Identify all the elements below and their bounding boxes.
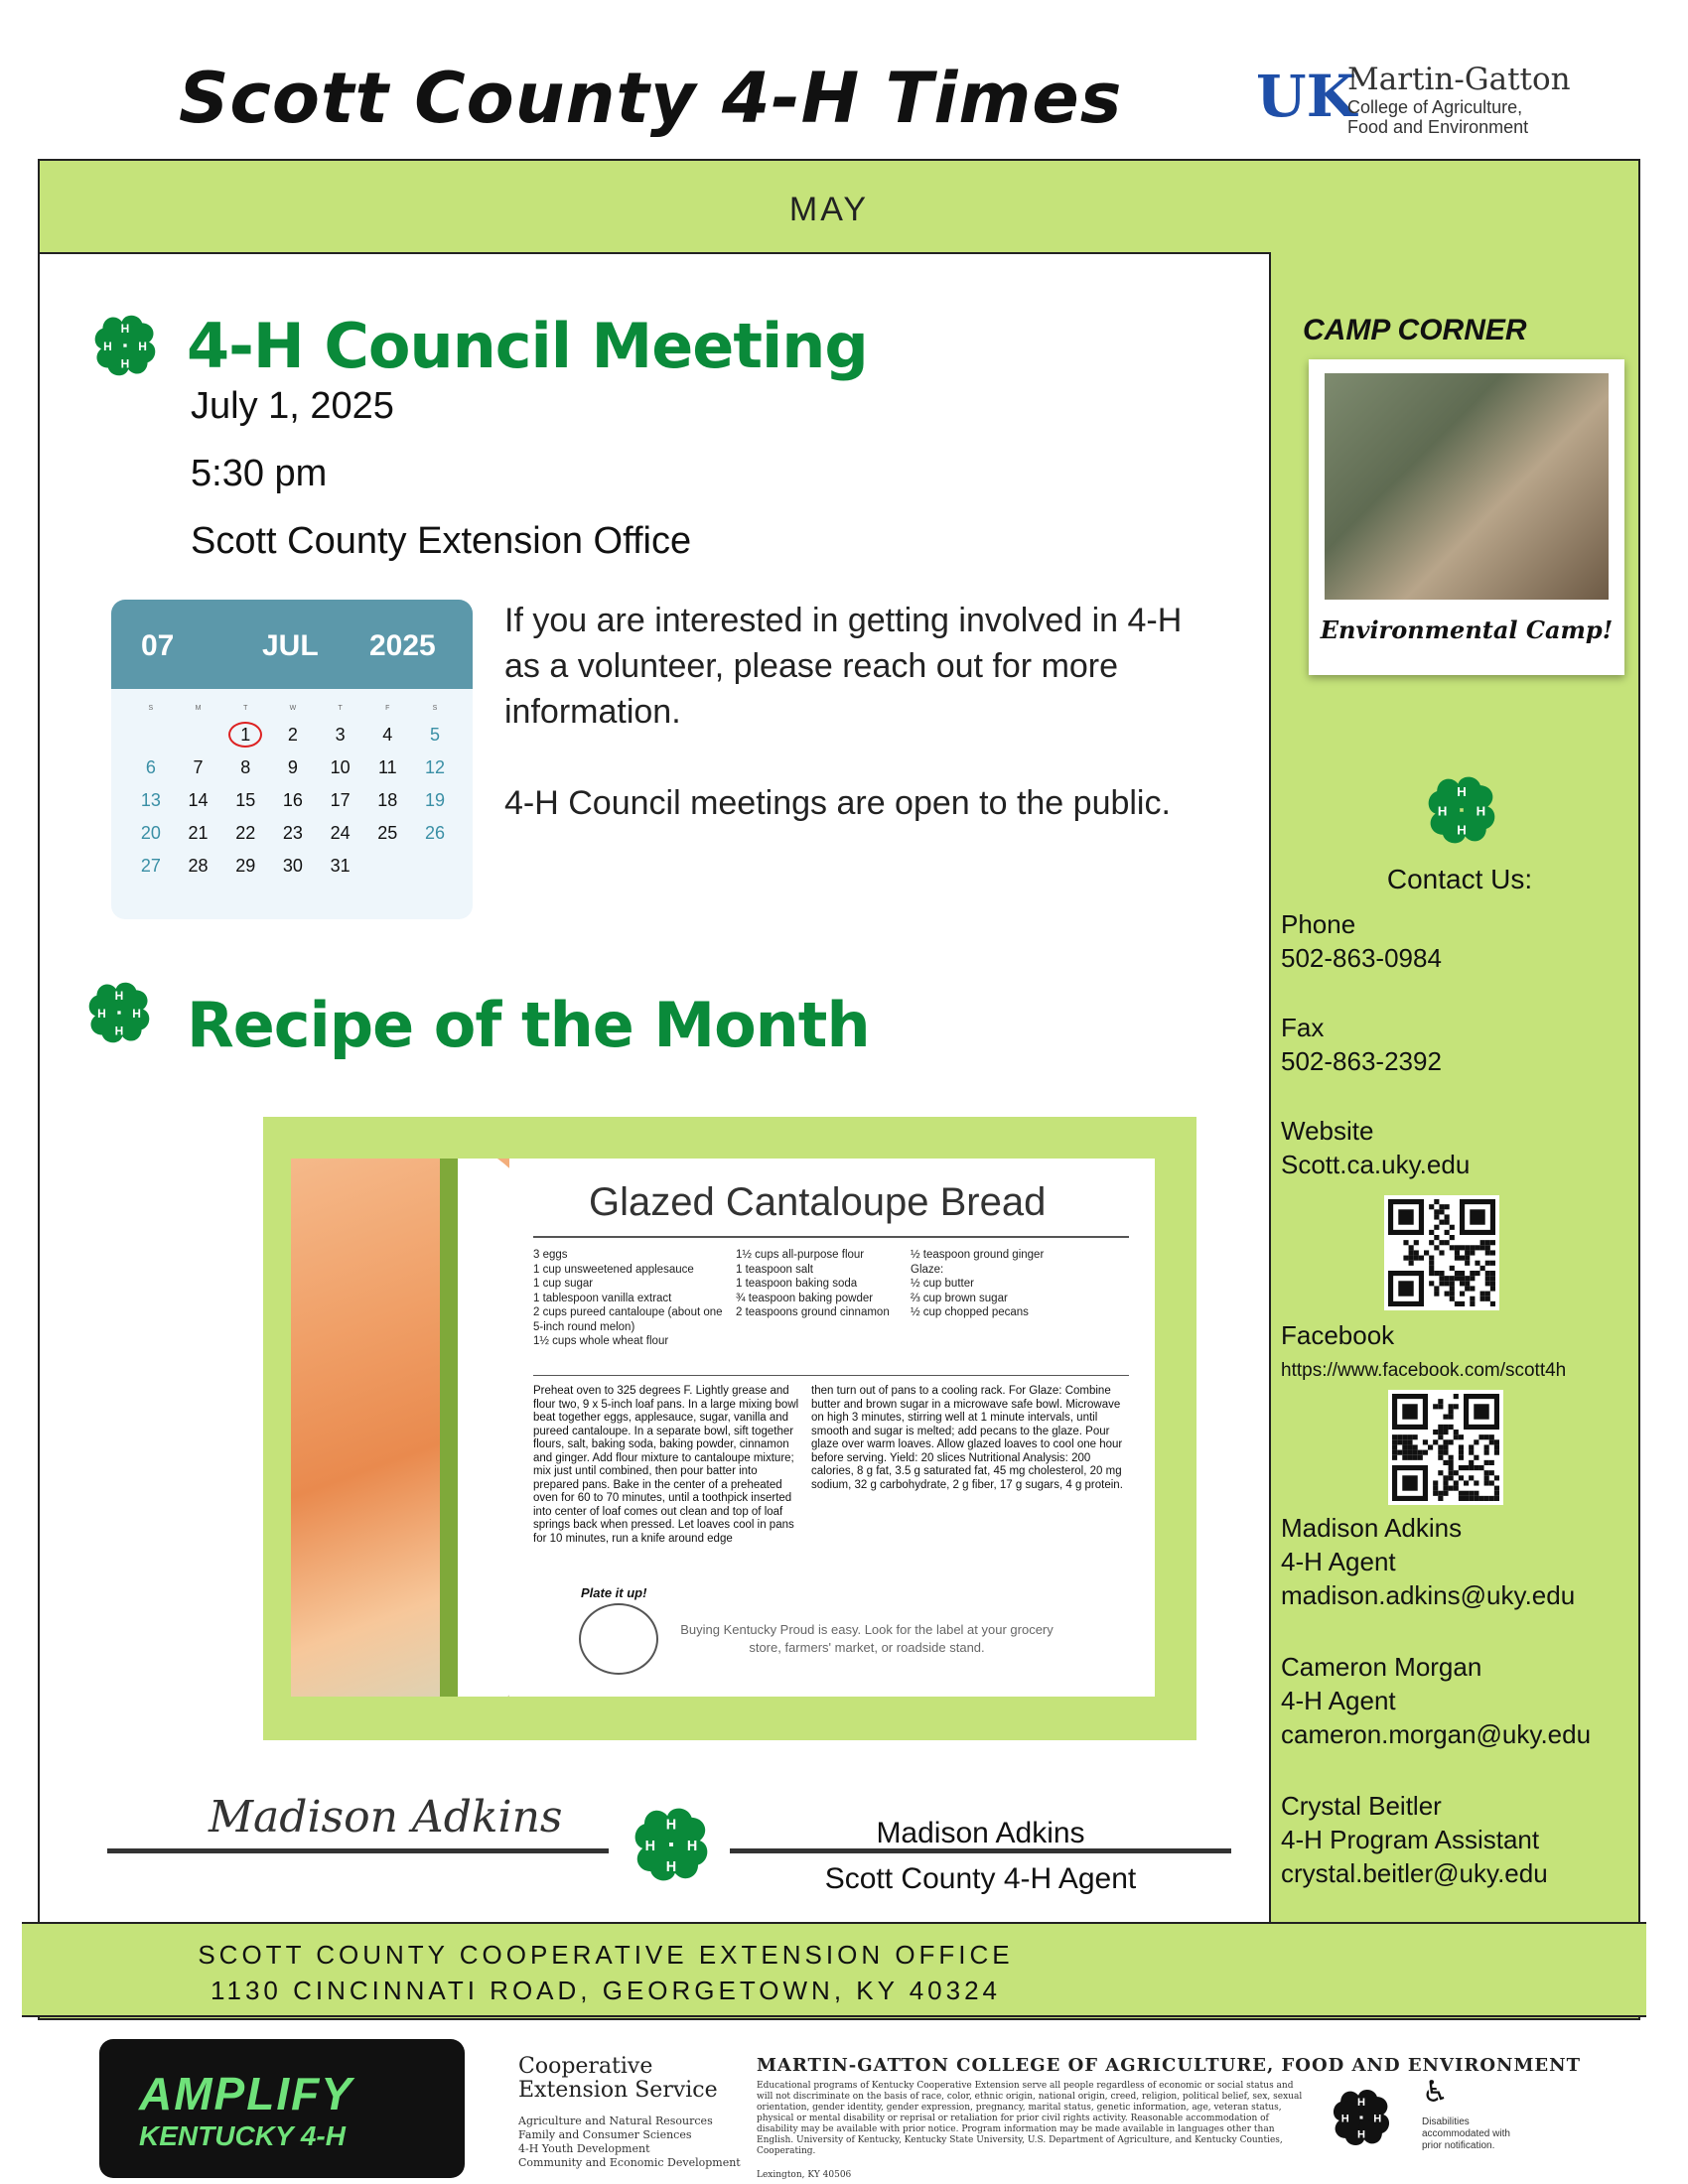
calendar-day: 28 [188, 856, 209, 876]
calendar-day: 16 [282, 790, 303, 810]
website-label: Website [1281, 1116, 1374, 1146]
svg-text:H: H [1437, 803, 1448, 819]
calendar-day: 17 [330, 790, 351, 810]
facebook-link[interactable]: https://www.facebook.com/scott4h [1281, 1360, 1567, 1381]
calendar-day: 18 [377, 790, 398, 810]
office-address: 1130 CINCINNATI ROAD, GEORGETOWN, KY 40324 [210, 1976, 1002, 2005]
list-item: ⅔ cup brown sugar [911, 1292, 1008, 1304]
office-name: SCOTT COUNTY COOPERATIVE EXTENSION OFFICE [198, 1940, 1014, 1970]
four-leaf-clover-icon [624, 1797, 719, 1892]
recipe-section-title: Recipe of the Month [187, 989, 870, 1061]
staff-role: 4-H Program Assistant [1281, 1825, 1540, 1854]
ces-title-line-1: Cooperative [518, 2054, 653, 2079]
staff-email[interactable]: madison.adkins@uky.edu [1281, 1580, 1576, 1610]
camp-corner-title: CAMP CORNER [1303, 314, 1527, 346]
list-item: 4-H Youth Development [518, 2142, 650, 2155]
staff-role: 4-H Agent [1281, 1547, 1396, 1576]
kentucky-4h-text: KENTUCKY 4-H [139, 2120, 346, 2151]
svg-text:H: H [1457, 783, 1467, 799]
list-item: Family and Consumer Sciences [518, 2128, 692, 2141]
calendar-day: 24 [330, 823, 351, 843]
ingredients-column-3 [911, 1248, 1089, 1320]
calendar-month-number: 07 [141, 629, 175, 662]
calendar-day [127, 719, 175, 751]
calendar-day: 11 [377, 757, 397, 777]
calendar-weekday: F [385, 705, 390, 712]
calendar-day: 13 [140, 790, 161, 810]
fax-number: 502-863-2392 [1281, 1046, 1442, 1076]
calendar-grid [127, 699, 459, 883]
program-area-list [518, 2115, 741, 2170]
contact-heading: Contact Us: [1386, 864, 1533, 894]
calendar-day: 2 [287, 725, 298, 745]
website-link[interactable]: Scott.ca.uky.edu [1281, 1150, 1471, 1179]
directions-column-1: Preheat oven to 325 degrees F. Lightly grease and flour two, 9 x 5-inch loaf pans. In a large mixing bowl beat together eggs, applesauce, sugar, vanilla and pureed cantaloupe. In a separate bowl, sift together flours, salt, baking soda, baking powder, cinnamon and ginger. Add flour mixture to cantaloupe mixture; mix just until combined, then pour batter into prepared pans. Bake in the center of a preheated oven for 60 to 70 minutes, until a toothpick inserted into center of loaf comes out clean and top of loaf springs back when pressed. Let loaves cool in pans for 10 minutes, run a knife around edge [533, 1385, 799, 1545]
divider [533, 1236, 1129, 1238]
calendar-day: 29 [235, 856, 256, 876]
list-item: 2 teaspoons ground cinnamon [736, 1306, 890, 1318]
svg-text:H: H [644, 1838, 656, 1854]
calendar-day: 5 [429, 725, 440, 745]
recipe-box [263, 1117, 1196, 1740]
staff-name: Crystal Beitler [1281, 1791, 1442, 1821]
calendar-day: 25 [377, 823, 398, 843]
plate-it-up-label: Plate it up! [581, 1585, 647, 1600]
calendar-day [411, 850, 459, 883]
meeting-date: July 1, 2025 [191, 385, 394, 427]
calendar-day: 4 [382, 725, 393, 745]
list-item: 1 tablespoon vanilla extract [533, 1292, 672, 1304]
phone-label: Phone [1281, 909, 1356, 939]
list-item: ½ cup chopped pecans [911, 1306, 1029, 1318]
address-band [22, 1922, 1646, 2017]
handwritten-signature: Madison Adkins [209, 1792, 563, 1843]
agent-title: Scott County 4-H Agent [824, 1862, 1137, 1895]
list-item: 2 cups pureed cantaloupe (about one 5-inch round melon) [533, 1306, 723, 1333]
svg-text:H: H [132, 1006, 141, 1021]
svg-text:H: H [103, 339, 112, 353]
staff-email[interactable]: crystal.beitler@uky.edu [1281, 1858, 1548, 1888]
calendar-day: 20 [140, 823, 161, 843]
phone-number[interactable]: 502-863-0984 [1281, 943, 1442, 973]
camp-photo [1325, 373, 1609, 600]
list-item: 1 cup unsweetened applesauce [533, 1263, 694, 1276]
calendar-day: 12 [424, 757, 445, 777]
calendar-day: 6 [145, 757, 156, 777]
svg-text:H: H [120, 322, 130, 337]
public-meeting-text: 4-H Council meetings are open to the public. [504, 784, 1171, 822]
extension-service-logo [518, 2055, 718, 2103]
svg-text:H: H [1457, 822, 1467, 838]
list-item: 1½ cups whole wheat flour [533, 1335, 669, 1347]
ces-title-line-2: Extension Service [518, 2078, 718, 2103]
svg-text:H: H [1373, 2113, 1382, 2125]
agent-name: Madison Adkins [876, 1817, 1085, 1849]
directions-column-2: then turn out of pans to a cooling rack. For Glaze: Combine butter and brown sugar in a microwave safe bowl. Microwave on high 3 minutes, stirring well at 1 minute intervals, until smooth and sugar is melted; add pecans to the glaze. Pour glaze over warm loaves. Allow glazed loaves to cool one hour before serving. Yield: 20 slices Nutritional Analysis: 200 calories, 8 g fat, 3.5 g saturated fat, 45 mg cholesterol, 20 mg sodium, 32 g carbohydrate, 2 g fiber, 17 g sugars, 4 g protein. [811, 1385, 1123, 1491]
list-item: Community and Economic Development [518, 2156, 741, 2169]
calendar-day: 15 [235, 790, 256, 810]
uk-logo-icon: UK [1256, 63, 1356, 130]
calendar-day: 9 [287, 757, 298, 777]
qr-code-icon[interactable] [1384, 1195, 1499, 1310]
divider [533, 1375, 1129, 1376]
list-item: ½ teaspoon ground ginger [911, 1249, 1045, 1261]
month-band [38, 159, 1640, 252]
amplify-text: AMPLIFY [139, 2068, 353, 2119]
meeting-place: Scott County Extension Office [191, 520, 692, 562]
accessibility-icon: ♿ [1422, 2076, 1449, 2109]
calendar-day: 21 [188, 823, 209, 843]
svg-text:H: H [114, 989, 124, 1004]
calendar-header [111, 600, 473, 689]
four-leaf-clover-icon [79, 973, 159, 1052]
calendar-day [221, 719, 269, 751]
nondiscrimination-statement: Educational programs of Kentucky Cooperative Extension serve all people regardless of economic or social status and will not discriminate on the basis of race, color, ethnic origin, national origin, creed, religion, political belief, sex, sexual orientation, gender identity, gender expression, pregnancy, marital status, genetic information, age, veteran status, physical or mental disability or reprisal or retaliation for prior civil rights activity. Reasonable accommodation of disability may be available with prior notice. Program information may be made available in languages other than English. University of Kentucky, Kentucky State University, U.S. Department of Agriculture, and Kentucky Counties, Cooperating. [757, 2081, 1303, 2156]
list-item: 1 teaspoon baking soda [736, 1278, 858, 1290]
svg-text:H: H [686, 1838, 698, 1854]
ingredients-column-1 [533, 1248, 732, 1349]
calendar-day: 3 [335, 725, 346, 745]
recipe-card [291, 1159, 1155, 1697]
calendar-day: 31 [330, 856, 351, 876]
month-label: MAY [788, 191, 870, 228]
list-item: 3 eggs [533, 1249, 568, 1261]
four-leaf-clover-icon [1325, 2081, 1398, 2154]
staff-role: 4-H Agent [1281, 1686, 1396, 1715]
calendar-day: 19 [424, 790, 445, 810]
svg-text:H: H [114, 1024, 124, 1038]
signature-line [107, 1848, 609, 1853]
amplify-kentucky-4h-logo [99, 2039, 465, 2178]
fax-label: Fax [1281, 1013, 1325, 1042]
uk-logo [1256, 62, 1584, 141]
list-item: Agriculture and Natural Resources [518, 2115, 713, 2127]
list-item: 1 teaspoon salt [736, 1263, 814, 1276]
svg-text:H: H [665, 1858, 677, 1875]
list-item: Glaze: [911, 1263, 944, 1276]
college-heading: MARTIN-GATTON COLLEGE OF AGRICULTURE, FOOD AND ENVIRONMENT [757, 2055, 1581, 2076]
calendar-day [363, 850, 411, 883]
ingredients-column-2 [736, 1248, 914, 1320]
recipe-name: Glazed Cantaloupe Bread [589, 1180, 1047, 1224]
newsletter-title: Scott County 4-H Times [179, 58, 1123, 139]
svg-text:H: H [1476, 803, 1486, 819]
list-item: 1 cup sugar [533, 1278, 594, 1290]
calendar-day: 30 [282, 856, 303, 876]
svg-text:H: H [138, 339, 147, 353]
calendar-weekday: T [243, 705, 248, 712]
council-meeting-title: 4-H Council Meeting [187, 310, 868, 382]
calendar-weekday: T [338, 705, 343, 712]
svg-text:H: H [120, 356, 130, 371]
college-city: Lexington, KY 40506 [757, 2170, 852, 2180]
calendar-widget [111, 600, 473, 919]
logo-name: Martin-Gatton [1347, 62, 1571, 97]
calendar-day: 10 [330, 757, 351, 777]
camp-caption: Environmental Camp! [1320, 615, 1614, 644]
circled-day: 1 [228, 722, 262, 748]
calendar-weekday: S [432, 705, 438, 712]
footer [0, 2025, 1688, 2184]
meeting-time: 5:30 pm [191, 453, 328, 494]
camp-photo-polaroid [1309, 359, 1624, 675]
facebook-label: Facebook [1281, 1320, 1395, 1350]
calendar-day: 22 [235, 823, 256, 843]
svg-text:H: H [1356, 2097, 1366, 2110]
calendar-month-name: JUL [262, 629, 319, 662]
calendar-weekday: M [195, 705, 202, 712]
volunteer-text: If you are interested in getting involved in 4-H as a volunteer, please reach out for more information. [504, 602, 1183, 731]
calendar-day: 8 [240, 757, 251, 777]
list-item: 1½ cups all-purpose flour [736, 1249, 865, 1261]
svg-text:H: H [97, 1006, 106, 1021]
staff-name: Madison Adkins [1281, 1513, 1463, 1543]
staff-email[interactable]: cameron.morgan@uky.edu [1281, 1719, 1592, 1749]
four-leaf-clover-icon [1418, 766, 1505, 854]
calendar-day [175, 719, 222, 751]
svg-text:H: H [1340, 2113, 1349, 2125]
plate-icon [579, 1603, 658, 1675]
calendar-day: 14 [188, 790, 209, 810]
list-item: ½ cup butter [911, 1278, 974, 1290]
calendar-weekday: S [148, 705, 154, 712]
calendar-weekday: W [289, 705, 297, 712]
list-item: ¾ teaspoon baking powder [736, 1292, 874, 1304]
svg-text:H: H [665, 1817, 677, 1834]
logo-subtitle-2: Food and Environment [1347, 117, 1529, 137]
logo-subtitle-1: College of Agriculture, [1347, 97, 1523, 117]
kentucky-proud-text: Buying Kentucky Proud is easy. Look for the label at your grocery store, farmers' market, or roadside stand. [680, 1622, 1054, 1655]
calendar-day: 7 [193, 757, 204, 777]
calendar-year: 2025 [369, 629, 436, 662]
svg-text:H: H [1356, 2128, 1366, 2141]
staff-name: Cameron Morgan [1281, 1652, 1482, 1682]
accessibility-note: Disabilities accommodated with prior notification. [1422, 2116, 1510, 2151]
calendar-day: 23 [282, 823, 303, 843]
qr-code-icon[interactable] [1388, 1390, 1503, 1505]
four-leaf-clover-icon [85, 306, 165, 385]
calendar-day: 26 [424, 823, 445, 843]
calendar-day: 27 [140, 856, 161, 876]
